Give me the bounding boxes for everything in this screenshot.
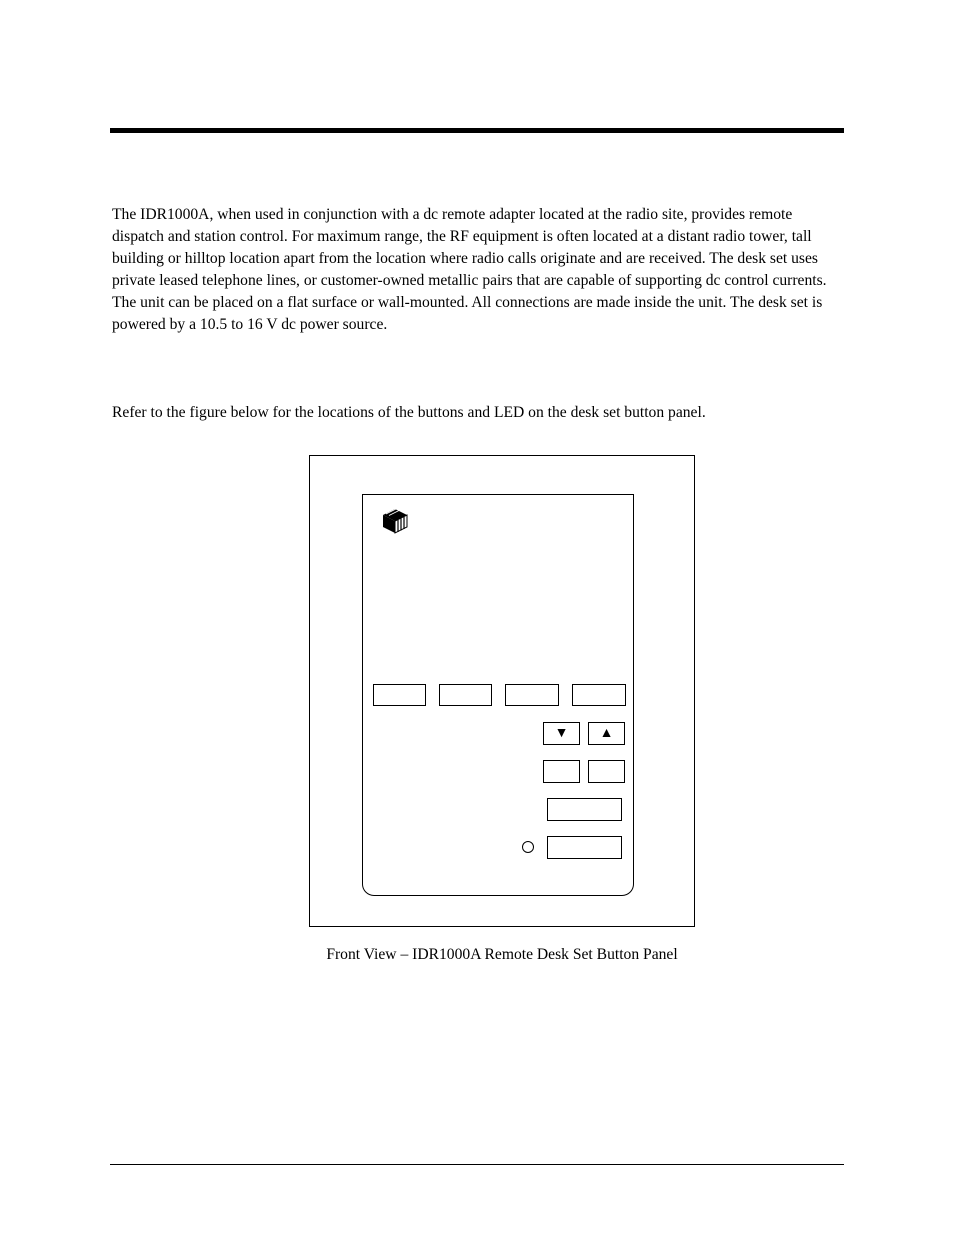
up-arrow-button[interactable] [588, 722, 625, 745]
figure-reference-paragraph: Refer to the figure below for the locations of the buttons and LED on the desk set button panel. [112, 404, 706, 421]
down-arrow-icon: ▼ [554, 725, 569, 741]
function-button-1[interactable] [373, 684, 426, 706]
function-button-2[interactable] [439, 684, 492, 706]
company-logo-icon [380, 505, 410, 535]
figure-caption: Front View – IDR1000A Remote Desk Set Button Panel [326, 946, 678, 963]
top-rule [110, 128, 844, 133]
wide-button-upper[interactable] [547, 798, 622, 821]
function-button-4[interactable] [572, 684, 626, 706]
small-button-right[interactable] [588, 760, 625, 783]
wide-button-lower[interactable] [547, 836, 622, 859]
down-arrow-button[interactable] [543, 722, 580, 745]
intro-paragraph: The IDR1000A, when used in conjunction with a dc remote adapter located at the radio site, provides remote dispatch and station control. For maximum range, the RF equipment is often located at a distant radio tower, tall building or hilltop location apart from the location where radio calls originate and are received. The desk set uses private leased telephone lines, or customer-owned metallic pairs that are capable of supporting dc control currents. The unit can be placed on a flat surface or wall-mounted. All connections are made inside the unit. The desk set is powered by a 10.5 to 16 V dc power source. [112, 206, 827, 333]
small-button-left[interactable] [543, 760, 580, 783]
bottom-rule [110, 1164, 844, 1165]
figure-frame [309, 455, 695, 927]
desk-set-button-panel [362, 494, 634, 896]
function-button-3[interactable] [505, 684, 559, 706]
up-arrow-icon: ▲ [599, 725, 614, 741]
led-indicator [522, 841, 534, 853]
